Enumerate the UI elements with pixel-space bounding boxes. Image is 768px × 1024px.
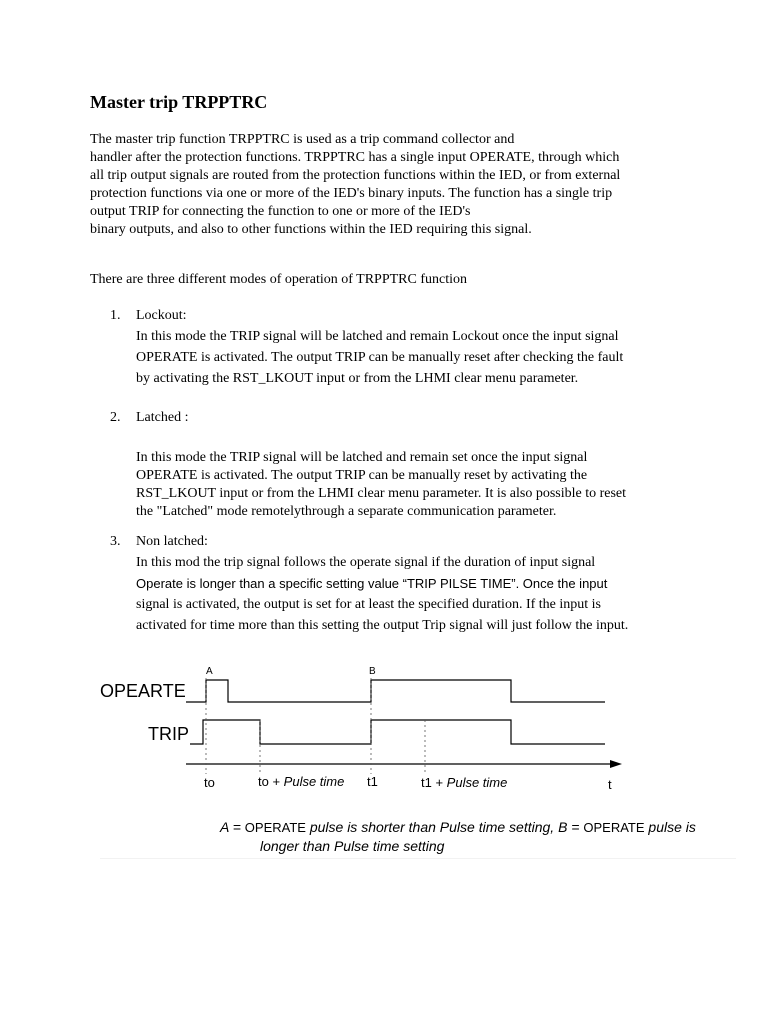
intro-line: all trip output signals are routed from the protection functions within the IED, or from external (90, 168, 621, 183)
trip-signal-label: TRIP (148, 724, 190, 744)
mode-line: the "Latched" mode remotelythrough a separate communication parameter. (136, 504, 557, 519)
intro-line: output TRIP for connecting the function to one or more of the IED's (90, 204, 471, 219)
intro-line: binary outputs, and also to other functions within the IED requiring this signal. (90, 222, 532, 237)
caption-line-1 (220, 818, 740, 837)
tick-t1-pulse-em: Pulse time (446, 775, 508, 790)
mode-heading: Latched : (136, 410, 189, 425)
divider (100, 858, 736, 859)
mode-line: In this mode the TRIP signal will be latched and remain set once the input signal (136, 450, 588, 465)
mode-heading: Non latched: (136, 534, 208, 549)
mode-line: In this mode the TRIP signal will be latched and remain Lockout once the input signal (136, 329, 619, 344)
operate-waveform (186, 680, 605, 702)
mode-line: Operate is longer than a specific setting value “TRIP PILSE TIME”. Once the input (136, 576, 608, 591)
diagram-caption (220, 818, 740, 856)
tick-to-pulse-prefix: to + (258, 774, 284, 789)
caption-mid: pulse is shorter than Pulse time setting, B = (305, 819, 584, 835)
list-number: 3. (110, 534, 121, 549)
blank-line (136, 428, 696, 449)
intro-line: The master trip function TRPPTRC is used as a trip command collector and (90, 132, 515, 147)
list-number: 1. (110, 308, 121, 323)
mode-line: by activating the RST_LKOUT input or from the LHMI clear menu parameter. (136, 371, 579, 386)
operate-signal-label: OPEARTE (100, 681, 186, 701)
caption-operate: OPERATE (583, 820, 645, 835)
mode-line: OPERATE is activated. The output TRIP can be manually reset by activating the (136, 468, 588, 483)
intro-paragraph (90, 131, 680, 239)
mode-line: activated for time more than this setting the output Trip signal will just follow the input. (136, 618, 629, 633)
tick-t1-pulse (421, 775, 507, 790)
mode-line: RST_LKOUT input or from the LHMI clear menu parameter. It is also possible to reset (136, 486, 627, 501)
caption-operate: OPERATE (244, 820, 306, 835)
tick-to-pulse (258, 774, 344, 789)
time-axis-arrow (610, 760, 622, 768)
page-title: Master trip TRPPTRC (90, 92, 268, 112)
trip-waveform (190, 720, 605, 744)
caption-line-2: longer than Pulse time setting (260, 838, 445, 854)
modes-intro: There are three different modes of operation of TRPPTRC function (90, 272, 467, 287)
mode-line: OPERATE is activated. The output TRIP can be manually reset after checking the fault (136, 350, 624, 365)
caption-a: A = (220, 819, 245, 835)
tick-to: to (204, 775, 215, 790)
mode-heading: Lockout: (136, 308, 187, 323)
tick-to-pulse-em: Pulse time (283, 774, 345, 789)
marker-b: B (369, 666, 376, 677)
tick-t1-pulse-prefix: t1 + (421, 775, 447, 790)
tick-t1: t1 (367, 774, 378, 789)
mode-line: signal is activated, the output is set for at least the specified duration. If the input is (136, 597, 601, 612)
intro-line: protection functions via one or more of the IED's binary inputs. The function has a single trip (90, 186, 613, 201)
list-number: 2. (110, 410, 121, 425)
intro-line: handler after the protection functions. TRPPTRC has a single input OPERATE, through which (90, 150, 620, 165)
caption-end: pulse is (644, 819, 696, 835)
mode-line: In this mod the trip signal follows the operate signal if the duration of input signal (136, 555, 596, 570)
marker-a: A (206, 666, 213, 677)
axis-t-label: t (608, 777, 612, 792)
